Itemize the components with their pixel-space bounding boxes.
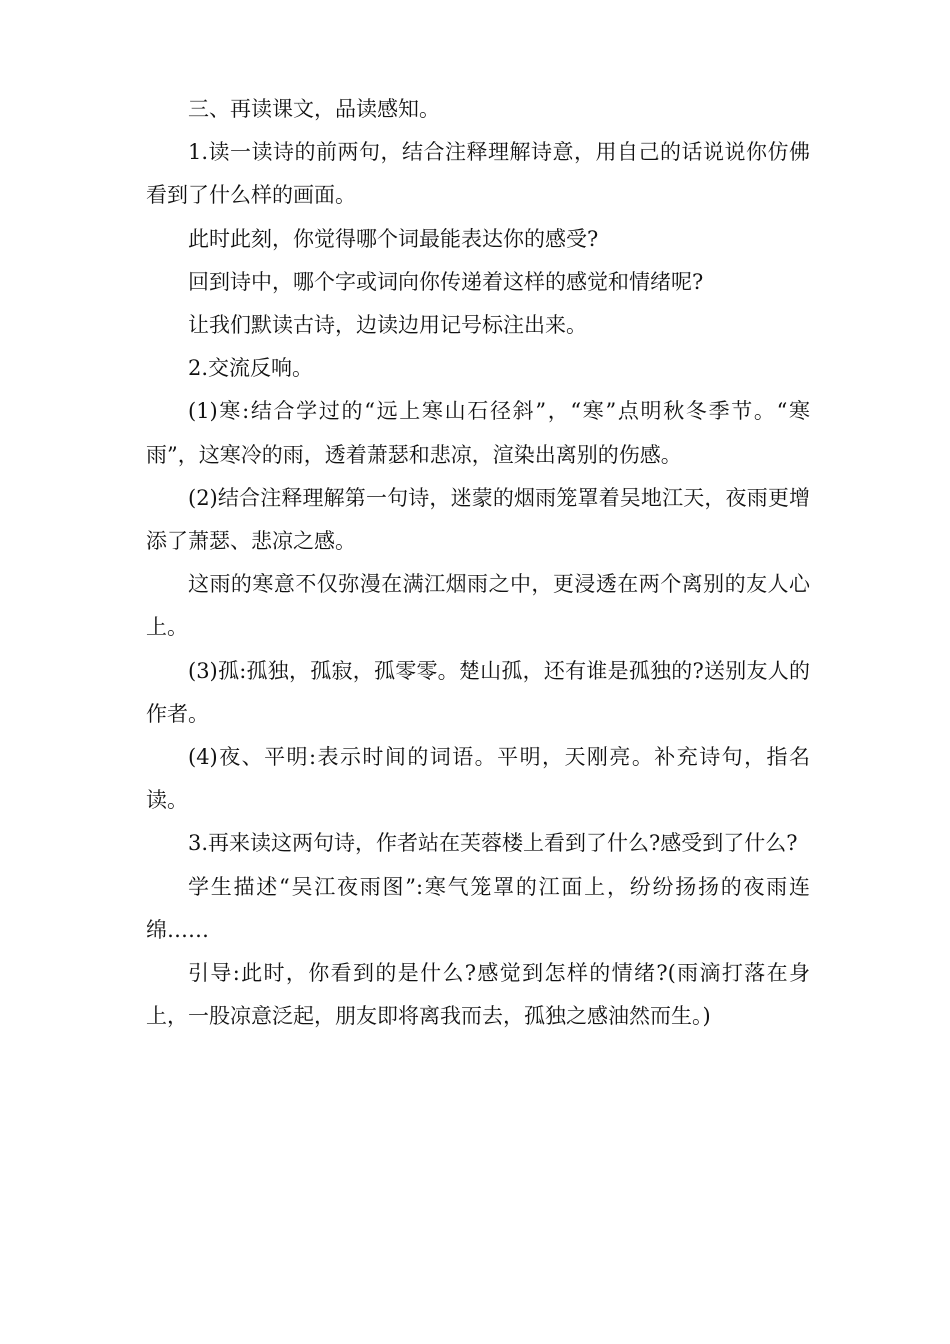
paragraph: 1.读一读诗的前两句，结合注释理解诗意，用自己的话说说你仿佛看到了什么样的画面。 [146,140,810,208]
paragraph: 此时此刻，你觉得哪个词最能表达你的感受? [188,226,599,251]
paragraph: 2.交流反响。 [188,356,314,381]
paragraph: (4)夜、平明:表示时间的词语。平明，天刚亮。补充诗句，指名读。 [146,745,810,813]
section-heading: 三、再读课文，品读感知。 [188,97,440,121]
paragraph: 这雨的寒意不仅弥漫在满江烟雨之中，更浸透在两个离别的友人心上。 [146,572,810,640]
paragraph: (3)孤:孤独，孤寂，孤零零。楚山孤，还有谁是孤独的?送别友人的作者。 [146,658,810,726]
paragraph: (1)寒:结合学过的“远上寒山石径斜”，“寒”点明秋冬季节。“寒雨”，这寒冷的雨，透着萧瑟和悲凉，渲染出离别的伤感。 [146,399,810,467]
paragraph: 引导:此时，你看到的是什么?感觉到怎样的情绪?(雨滴打落在身上，一股凉意泛起，朋友即将离我而去，孤独之感油然而生。) [146,961,810,1029]
paragraph: 让我们默读古诗，边读边用记号标注出来。 [188,313,587,338]
paragraph: 学生描述“吴江夜雨图”:寒气笼罩的江面上，纷纷扬扬的夜雨连绵…… [146,874,810,942]
paragraph: 回到诗中，哪个字或词向你传递着这样的感觉和情绪呢? [188,269,704,294]
document-body [146,88,810,1038]
paragraph: (2)结合注释理解第一句诗，迷蒙的烟雨笼罩着吴地江天，夜雨更增添了萧瑟、悲凉之感。 [146,485,810,554]
paragraph: 3.再来读这两句诗，作者站在芙蓉楼上看到了什么?感受到了什么? [188,831,798,856]
